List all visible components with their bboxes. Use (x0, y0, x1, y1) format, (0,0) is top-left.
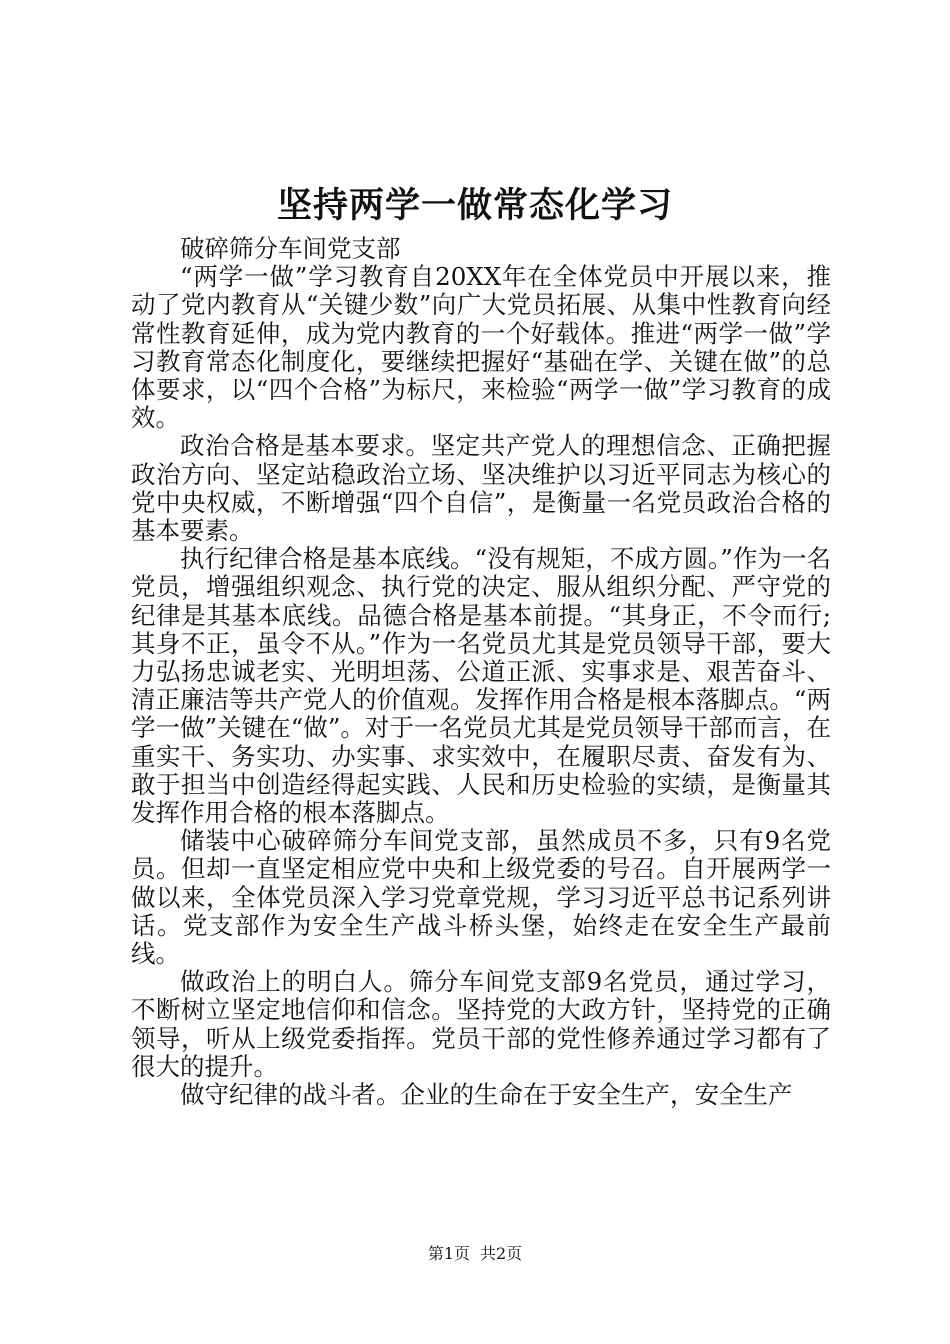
page-total: 共2页 (480, 1244, 523, 1263)
paragraph: 储装中心破碎筛分车间党支部，虽然成员不多，只有9名党员。但却一直坚定相应党中央和上级党委的号召。自开展两学一做以来，全体党员深入学习党章党规，学习习近平总书记系列讲话。党支部作为安全生产战斗桥头堡，始终走在安全生产最前线。 (131, 826, 831, 969)
document-title: 坚持两学一做常态化学习 (276, 186, 673, 226)
paragraph: 执行纪律合格是基本底线。“没有规矩，不成方圆。”作为一名党员，增强组织观念、执行党的决定、服从组织分配、严守党的纪律是其基本底线。品德合格是基本前提。“其身正，不令而行;其身不正，虽令不从。”作为一名党员尤其是党员领导干部，要大力弘扬忠诚老实、光明坦荡、公道正派、实事求是、艰苦奋斗、清正廉洁等共产党人的价值观。发挥作用合格是根本落脚点。“两学一做”关键在“做”。对于一名党员尤其是党员领导干部而言，在重实干、务实功、办实事、求实效中，在履职尽责、奋发有为、敢于担当中创造经得起实践、人民和历史检验的实绩，是衡量其发挥作用合格的根本落脚点。 (131, 544, 831, 828)
paragraph: “两学一做”学习教育自20XX年在全体党员中开展以来，推动了党内教育从“关键少数”向广大党员拓展、从集中性教育向经常性教育延伸，成为党内教育的一个好载体。推进“两学一做”学习教育常态化制度化，要继续把握好“基础在学、关键在做”的总体要求，以“四个合格”为标尺，来检验“两学一做”学习教育的成效。 (131, 262, 831, 433)
paragraph: 做守纪律的战斗者。企业的生命在于安全生产，安全生产 (180, 1080, 793, 1110)
document-body (131, 235, 831, 1109)
page-footer (0, 1243, 950, 1265)
paragraph: 做政治上的明白人。筛分车间党支部9名党员，通过学习，不断树立坚定地信仰和信念。坚持党的大政方针，坚持党的正确领导，听从上级党委指挥。党员干部的党性修养通过学习都有了很大的提升。 (131, 967, 831, 1081)
page-number: 第1页 (427, 1244, 470, 1263)
author-line: 破碎筛分车间党支部 (180, 234, 401, 263)
paragraph: 政治合格是基本要求。坚定共产党人的理想信念、正确把握政治方向、坚定站稳政治立场、坚决维护以习近平同志为核心的党中央权威，不断增强“四个自信”，是衡量一名党员政治合格的基本要素。 (131, 431, 831, 546)
